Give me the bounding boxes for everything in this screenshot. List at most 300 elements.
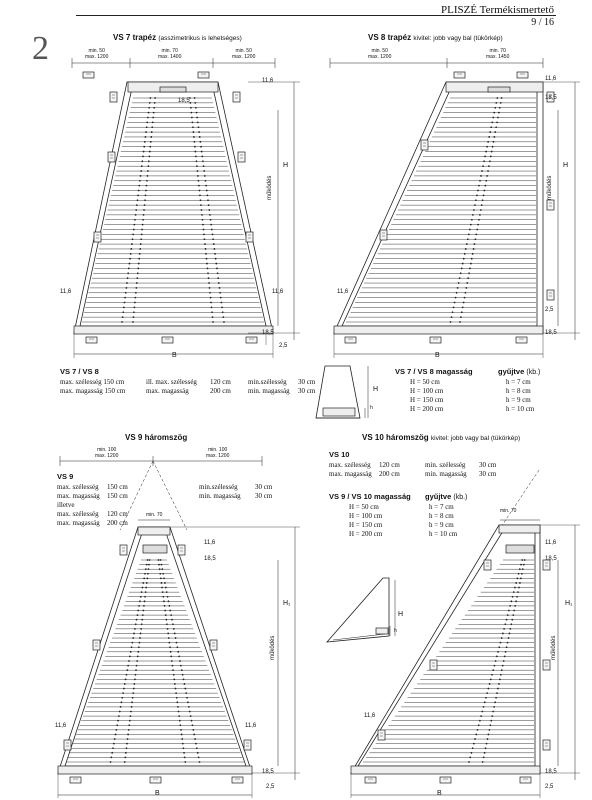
cord-dot [115, 734, 117, 736]
cord-dot [507, 642, 509, 644]
cord-dot [172, 669, 174, 671]
cord-dot [178, 711, 180, 713]
cord-dot [468, 761, 470, 763]
cord-dot [489, 131, 491, 133]
cord-dot [123, 688, 125, 690]
cord-dot [165, 587, 167, 589]
cord-dot [167, 628, 169, 630]
cord-dot [121, 321, 123, 323]
cord-dot [220, 297, 222, 299]
cord-dot [190, 715, 192, 717]
cord-dot [135, 287, 137, 289]
cord-dot [506, 619, 508, 621]
cord-dot [146, 126, 148, 128]
cord-dot [182, 674, 184, 676]
cord-dot [154, 97, 156, 99]
cord-dot [483, 757, 485, 759]
vs10-mag-row: H = 150 cm h = 9 cm [349, 521, 454, 529]
cord-dot [485, 151, 487, 153]
vs10-dim-top: min. 70 [500, 508, 517, 514]
vs10-dim-11-6-left: 11,6 [364, 713, 376, 719]
cord-dot [494, 665, 496, 667]
cord-dot [188, 706, 190, 708]
cord-dot [496, 97, 498, 99]
cord-dot [125, 678, 127, 680]
vs8-mukodes: működés [547, 175, 553, 200]
cord-dot [146, 121, 148, 123]
cord-dot [199, 141, 201, 143]
cord-dot [494, 107, 496, 109]
cord-dot [516, 596, 518, 598]
cord-dot [145, 568, 147, 570]
cord-dot [501, 97, 503, 99]
cord-dot [127, 665, 129, 667]
cord-dot [179, 660, 181, 662]
cord-dot [141, 229, 143, 231]
cord-dot [492, 117, 494, 119]
cord-dot [469, 757, 471, 759]
cord-dot [127, 734, 129, 736]
cord-dot [212, 316, 214, 318]
cord-dot [492, 669, 494, 671]
vs10-spec-heading: VS 10 [329, 450, 350, 459]
cord-dot [491, 121, 493, 123]
cord-dot [170, 614, 172, 616]
cord-dot [485, 697, 487, 699]
cord-dot [486, 692, 488, 694]
cord-dot [143, 605, 145, 607]
cord-dot [145, 587, 147, 589]
cord-dot [195, 743, 197, 745]
vs9-spec-row: illetve [57, 501, 75, 509]
mounting-bracket [246, 337, 257, 343]
cord-dot [150, 136, 152, 138]
cord-dot [206, 190, 208, 192]
mounting-bracket [110, 92, 117, 102]
cord-dot [460, 316, 462, 318]
cord-dot [159, 568, 161, 570]
cord-dot [478, 724, 480, 726]
cord-dot [206, 263, 208, 265]
cord-dot [146, 577, 148, 579]
cord-dot [468, 272, 470, 274]
cord-dot [496, 121, 498, 123]
vs10-mag-row: H = 100 cm h = 8 cm [349, 512, 454, 520]
cord-dot [129, 715, 131, 717]
cord-dot [203, 165, 205, 167]
cord-dot [490, 156, 492, 158]
vs10-dim-H1: H₁ [565, 600, 573, 607]
cord-dot [179, 724, 181, 726]
cord-dot [147, 175, 149, 177]
cord-dot [522, 568, 524, 570]
mounting-bracket [162, 337, 173, 343]
cord-dot [137, 656, 139, 658]
cord-dot [117, 720, 119, 722]
cord-dot [139, 600, 141, 602]
cord-dot [497, 117, 499, 119]
cord-dot [166, 623, 168, 625]
cord-dot [176, 697, 178, 699]
cord-dot [475, 199, 477, 201]
cord-dot [453, 306, 455, 308]
cord-dot [190, 107, 192, 109]
cord-dot [208, 204, 210, 206]
mounting-bracket [94, 232, 101, 242]
cord-dot [467, 277, 469, 279]
cord-dot [488, 165, 490, 167]
cord-dot [199, 190, 201, 192]
vs7-dim-mid: min. 70 max. 1400 [158, 48, 182, 60]
cord-dot [142, 224, 144, 226]
cord-dot [113, 743, 115, 745]
vs10-mukodes: működés [551, 635, 557, 660]
cord-dot [504, 623, 506, 625]
cord-dot [140, 628, 142, 630]
mag78-row: H = 200 cm h = 10 cm [410, 405, 535, 413]
cord-dot [134, 678, 136, 680]
cord-dot [169, 642, 171, 644]
vs10-mag-table [349, 503, 457, 539]
vs9-dim-11-6-right: 11,6 [245, 723, 257, 729]
cord-dot [132, 321, 134, 323]
cord-dot [212, 238, 214, 240]
vs9-spec-row: max. szélesség 150 cm min.szélesség 30 cm [57, 483, 273, 491]
cord-dot [147, 117, 149, 119]
cord-dot [483, 160, 485, 162]
mounting-bracket [543, 740, 550, 750]
cord-dot [165, 614, 167, 616]
cord-dot [140, 170, 142, 172]
cord-dot [200, 199, 202, 201]
cord-dot [191, 720, 193, 722]
cord-dot [132, 233, 134, 235]
cord-dot [135, 209, 137, 211]
cord-dot [486, 146, 488, 148]
cord-dot [174, 683, 176, 685]
cord-dot [202, 219, 204, 221]
cord-dot [465, 287, 467, 289]
vs8-dim-18-5-top: 18,5 [545, 95, 557, 101]
cord-dot [491, 674, 493, 676]
cord-dot [484, 156, 486, 158]
cord-dot [122, 692, 124, 694]
vs10-mini-H: H [398, 611, 404, 618]
cord-dot [476, 229, 478, 231]
vs10-title: VS 10 háromszög kivitel: jobb vagy bal (tükörkép) [362, 433, 521, 442]
mounting-bracket [520, 777, 531, 783]
cord-dot [162, 596, 164, 598]
cord-dot [148, 107, 150, 109]
vs10-spec-row: max. magasság 200 cm min. magasság 30 cm [329, 470, 497, 478]
cord-dot [490, 720, 492, 722]
cord-dot [198, 180, 200, 182]
cord-dot [474, 204, 476, 206]
cord-dot [475, 734, 477, 736]
cord-dot [185, 692, 187, 694]
cord-dot [484, 752, 486, 754]
cord-dot [216, 268, 218, 270]
cord-dot [139, 180, 141, 182]
cord-dot [493, 706, 495, 708]
cord-dot [204, 243, 206, 245]
vs9-dim-right: min. 100 max. 1200 [206, 447, 230, 459]
vs8-dim-2-5-top: 2,5 [545, 307, 554, 313]
cord-dot [472, 214, 474, 216]
cord-dot [174, 633, 176, 635]
vs10-gy-heading: gyűjtve (kb.) [425, 492, 468, 501]
cord-dot [179, 720, 181, 722]
cord-dot [136, 660, 138, 662]
cord-dot [502, 633, 504, 635]
cord-dot [210, 224, 212, 226]
cord-dot [125, 287, 127, 289]
cord-dot [187, 701, 189, 703]
cord-dot [149, 151, 151, 153]
cord-dot [131, 243, 133, 245]
cord-dot [175, 688, 177, 690]
cord-dot [482, 199, 484, 201]
cord-dot [127, 277, 129, 279]
cord-dot [145, 194, 147, 196]
vs10-dim-2-5: 2,5 [545, 784, 554, 790]
cord-dot [206, 258, 208, 260]
cord-dot [509, 605, 511, 607]
vs7-bracket-top-right [198, 72, 209, 78]
cord-dot [180, 665, 182, 667]
cord-dot [171, 619, 173, 621]
vs8-dim-H: H [563, 162, 569, 169]
cord-dot [209, 292, 211, 294]
vs7-handle [160, 87, 186, 92]
cord-dot [168, 600, 170, 602]
cord-dot [215, 258, 217, 260]
cord-dot [114, 738, 116, 740]
cord-dot [143, 209, 145, 211]
cord-dot [463, 302, 465, 304]
document-title: PLISZÉ Termékismertető [441, 4, 554, 16]
mounting-bracket [238, 152, 245, 162]
cord-dot [508, 637, 510, 639]
cord-dot [210, 302, 212, 304]
mounting-bracket [365, 777, 376, 783]
cord-dot [501, 637, 503, 639]
cord-dot [135, 214, 137, 216]
cord-dot [138, 605, 140, 607]
mounting-bracket [517, 72, 528, 78]
cord-dot [136, 282, 138, 284]
cord-dot [138, 190, 140, 192]
cord-dot [221, 306, 223, 308]
cord-dot [519, 568, 521, 570]
cord-dot [518, 573, 520, 575]
cord-dot [181, 734, 183, 736]
cord-dot [488, 729, 490, 731]
vs10-mini-h: h [394, 628, 397, 634]
cord-dot [196, 165, 198, 167]
cord-dot [172, 665, 174, 667]
cord-dot [135, 674, 137, 676]
cord-dot [475, 233, 477, 235]
cord-dot [133, 683, 135, 685]
cord-dot [196, 112, 198, 114]
mounting-bracket [108, 152, 115, 162]
cord-dot [459, 277, 461, 279]
cord-dot [222, 311, 224, 313]
cord-dot [471, 258, 473, 260]
section-number: 2 [32, 30, 49, 67]
cord-dot [462, 306, 464, 308]
cord-dot [145, 190, 147, 192]
cord-dot [460, 272, 462, 274]
cord-dot [176, 646, 178, 648]
cord-dot [461, 268, 463, 270]
cord-dot [139, 642, 141, 644]
cord-dot [125, 752, 127, 754]
cord-dot [128, 729, 130, 731]
vs8-dim-right: min. 70 max. 1450 [486, 48, 510, 60]
vs9-dim-11-6-top: 11,6 [204, 540, 216, 546]
cord-dot [457, 287, 459, 289]
cord-dot [213, 243, 215, 245]
cord-dot [130, 651, 132, 653]
cord-dot [510, 600, 512, 602]
vs9-spec-row: max. szélesség 120 cm [57, 510, 128, 518]
cord-dot [206, 194, 208, 196]
cord-dot [490, 678, 492, 680]
cord-dot [194, 738, 196, 740]
cord-dot [196, 117, 198, 119]
mounting-bracket [430, 337, 441, 343]
cord-dot [477, 190, 479, 192]
cord-dot [502, 665, 504, 667]
cord-dot [121, 701, 123, 703]
cord-dot [192, 724, 194, 726]
cord-dot [145, 131, 147, 133]
vs9-dim-top: min. 70 [146, 512, 163, 518]
cord-dot [501, 669, 503, 671]
cord-dot [115, 729, 117, 731]
cord-dot [126, 743, 128, 745]
cord-dot [193, 734, 195, 736]
cord-dot [192, 126, 194, 128]
cord-dot [168, 637, 170, 639]
cord-dot [132, 692, 134, 694]
mag78-gy-heading: gyűjtve (kb.) [498, 367, 541, 376]
cord-dot [116, 724, 118, 726]
cord-dot [167, 633, 169, 635]
cord-dot [148, 568, 150, 570]
cord-dot [201, 214, 203, 216]
cord-dot [132, 697, 134, 699]
vs7-dim-B: B [172, 352, 177, 359]
vs9-headrail [143, 545, 167, 553]
cord-dot [485, 747, 487, 749]
cord-dot [195, 156, 197, 158]
mounting-bracket [120, 545, 127, 555]
cord-dot [134, 219, 136, 221]
cord-dot [151, 126, 153, 128]
cord-dot [464, 297, 466, 299]
cord-dot [126, 674, 128, 676]
vs8-dim-11-6-left: 11,6 [337, 289, 349, 295]
cord-dot [458, 282, 460, 284]
cord-dot [124, 757, 126, 759]
cord-dot [476, 194, 478, 196]
cord-dot [523, 564, 525, 566]
cord-dot [469, 268, 471, 270]
vs9-bottom-rail [58, 766, 252, 774]
cord-dot [470, 224, 472, 226]
cord-dot [163, 600, 165, 602]
cord-dot [477, 224, 479, 226]
cord-dot [489, 160, 491, 162]
cord-dot [514, 587, 516, 589]
cord-dot [146, 564, 148, 566]
cord-dot [512, 614, 514, 616]
cord-dot [131, 706, 133, 708]
cord-dot [163, 577, 165, 579]
cord-dot [498, 683, 500, 685]
cord-dot [205, 248, 207, 250]
cord-dot [513, 610, 515, 612]
cord-dot [205, 185, 207, 187]
vs7-dim-2-5: 2,5 [279, 343, 288, 349]
mag78-mini-h: h [370, 405, 373, 411]
cord-dot [500, 642, 502, 644]
cord-dot [495, 697, 497, 699]
vs9-mukodes: működés [270, 635, 276, 660]
vs9-dim-left: min. 100 max. 1200 [95, 447, 119, 459]
cord-dot [474, 238, 476, 240]
cord-dot [146, 180, 148, 182]
cord-dot [152, 121, 154, 123]
cord-dot [488, 734, 490, 736]
vs10-dim-18-5-top: 18,5 [545, 556, 557, 562]
cord-dot [149, 97, 151, 99]
cord-dot [200, 204, 202, 206]
cord-dot [154, 102, 156, 104]
cord-dot [138, 258, 140, 260]
vs10-top-rail [499, 525, 540, 533]
vs8-bottom-rail [334, 326, 543, 334]
vs10-mini-stack [376, 628, 388, 634]
cord-dot [148, 156, 150, 158]
cord-dot [510, 623, 512, 625]
cord-dot [210, 297, 212, 299]
cord-dot [120, 706, 122, 708]
vs9-frame-inner [65, 533, 246, 766]
cord-dot [128, 724, 130, 726]
cord-dot [126, 669, 128, 671]
vs7-dim-11-6-right: 11,6 [272, 289, 284, 295]
cord-dot [479, 720, 481, 722]
cord-dot [202, 160, 204, 162]
cord-dot [203, 170, 205, 172]
cord-dot [194, 141, 196, 143]
cord-dot [203, 229, 205, 231]
cord-dot [499, 107, 501, 109]
cord-dot [173, 678, 175, 680]
vs7-dim-right: min. 50 max. 1200 [232, 48, 256, 60]
cord-dot [162, 591, 164, 593]
cord-dot [519, 582, 521, 584]
cord-dot [488, 136, 490, 138]
vs9-spec-table [57, 483, 272, 528]
cord-dot [478, 219, 480, 221]
cord-dot [165, 619, 167, 621]
cord-dot [143, 151, 145, 153]
